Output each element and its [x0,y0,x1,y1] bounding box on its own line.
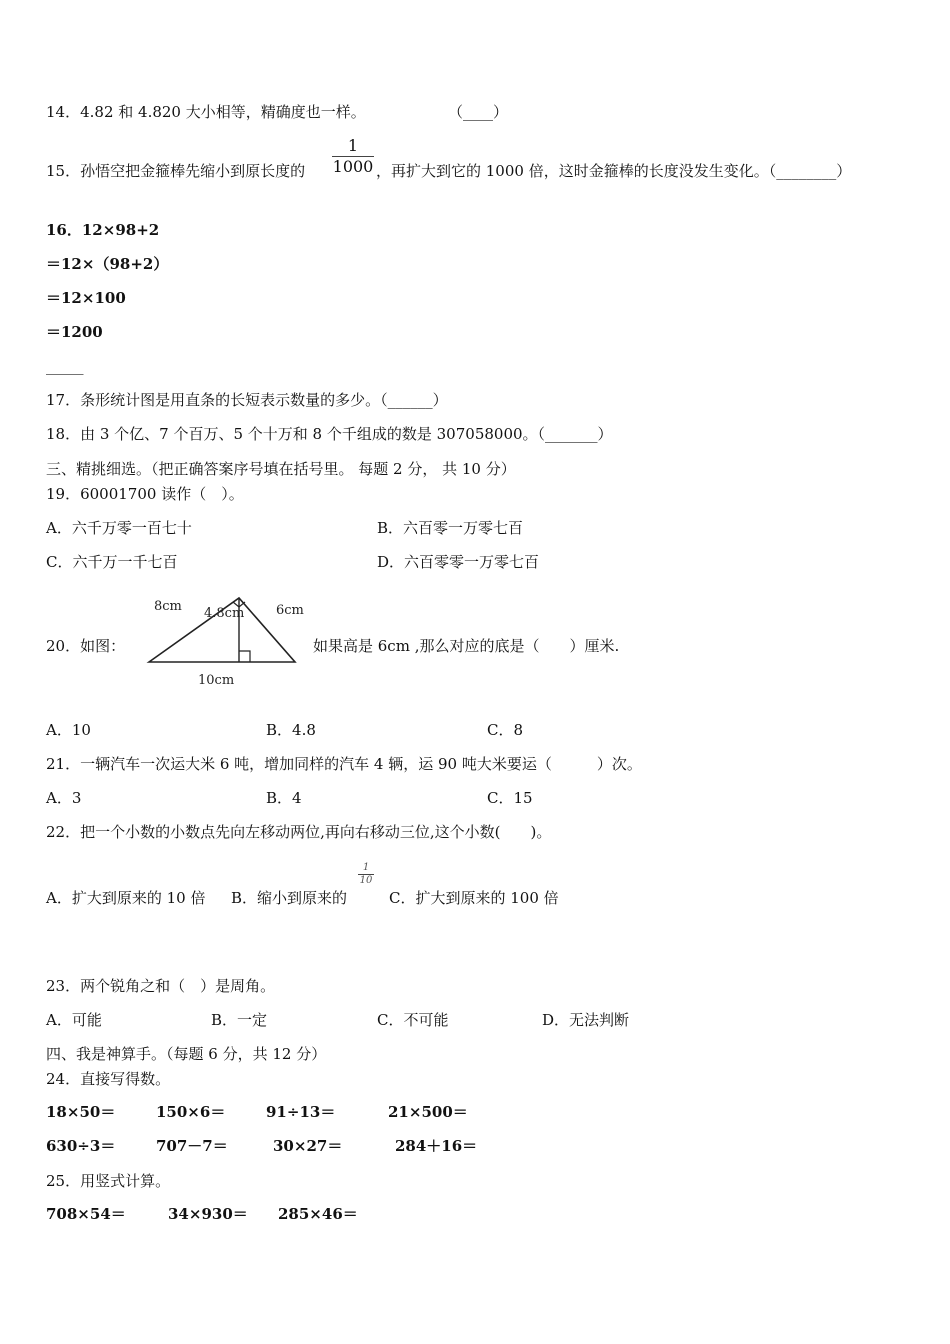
question-20-option-b[interactable]: B．4.8 [266,721,316,739]
fraction-denominator: 1000 [332,157,374,176]
fraction-denominator: 10 [359,875,373,886]
label-height: 4.8cm [204,606,245,621]
question-23-option-d[interactable]: D．无法判断 [542,1011,630,1029]
question-17: 17．条形统计图是用直条的长短表示数量的多少。（______） [46,391,448,409]
question-16-line-3: ＝12×100 [46,289,126,307]
question-16-answer-blank[interactable]: _____ [46,357,84,375]
question-20-option-a[interactable]: A．10 [46,721,91,739]
calc-item: 630÷3＝ [46,1137,116,1155]
fraction-numerator: 1 [362,862,370,873]
question-19-option-a[interactable]: A．六千万零一百七十 [46,519,192,537]
section-4-title: 四、我是神算手。（每题 6 分，共 12 分） [46,1045,327,1063]
question-20-option-c[interactable]: C．8 [487,721,524,739]
question-23-option-b[interactable]: B．一定 [211,1011,268,1029]
section-3-title: 三、精挑细选。（把正确答案序号填在括号里。 每题 2 分， 共 10 分） [46,460,516,478]
question-23-option-c[interactable]: C．不可能 [377,1011,449,1029]
question-15-suffix: ，再扩大到它的 1000 倍，这时金箍棒的长度没发生变化。（________） [376,162,852,180]
question-19: 19．60001700 读作（ ）。 [46,485,244,503]
fraction-1-1000 [332,136,374,177]
question-21-option-b[interactable]: B．4 [266,789,302,807]
calc-item: 21×500＝ [388,1103,468,1121]
question-19-option-b[interactable]: B．六百零一万零七百 [377,519,524,537]
question-21: 21．一辆汽车一次运大米 6 吨，增加同样的汽车 4 辆，运 90 吨大米要运（ ）次。 [46,755,642,773]
question-22: 22．把一个小数的小数点先向左移动两位,再向右移动三位,这个小数( )。 [46,823,552,841]
calc-item: 34×930＝ [168,1205,248,1223]
question-22-option-c[interactable]: C．扩大到原来的 100 倍 [389,889,559,907]
calc-item: 30×27＝ [273,1137,343,1155]
fraction-1-10 [358,862,374,887]
calc-item: 708×54＝ [46,1205,126,1223]
question-24: 24．直接写得数。 [46,1070,171,1088]
question-20-suffix: 如果高是 6cm ,那么对应的底是（ ）厘米. [313,637,620,655]
question-22-option-b[interactable]: B．缩小到原来的 [231,889,348,907]
question-20-prefix: 20．如图： [46,637,126,655]
calc-item: 18×50＝ [46,1103,116,1121]
calc-item: 285×46＝ [278,1205,358,1223]
question-22-option-a[interactable]: A．扩大到原来的 10 倍 [46,889,206,907]
label-base: 10cm [198,673,235,688]
calc-item: 707－7＝ [156,1137,228,1155]
calc-item: 91÷13＝ [266,1103,336,1121]
question-23-option-a[interactable]: A．可能 [46,1011,102,1029]
calc-item: 150×6＝ [156,1103,226,1121]
question-23: 23．两个锐角之和（ ）是周角。 [46,977,276,995]
question-25: 25．用竖式计算。 [46,1172,171,1190]
question-21-option-a[interactable]: A．3 [46,789,82,807]
base-right-angle-mark [239,651,250,662]
question-14-text: 14．4.82 和 4.820 大小相等，精确度也一样。 [46,103,366,121]
question-19-option-c[interactable]: C．六千万一千七百 [46,553,178,571]
question-16-line-1: 16．12×98+2 [46,221,160,239]
question-18: 18．由 3 个亿、7 个百万、5 个十万和 8 个千组成的数是 307058000。（_______） [46,425,613,443]
question-21-option-c[interactable]: C．15 [487,789,533,807]
question-16-line-2: ＝12×（98+2） [46,255,169,273]
calc-item: 284＋16＝ [395,1137,478,1155]
label-side-right: 6cm [276,603,304,618]
fraction-numerator: 1 [347,136,359,155]
question-15-prefix: 15．孙悟空把金箍棒先缩小到原长度的 [46,162,306,180]
question-16-line-4: ＝1200 [46,323,103,341]
question-14 [46,102,366,122]
question-14-answer-blank[interactable]: （____） [448,103,509,121]
label-side-left: 8cm [154,599,182,614]
question-19-option-d[interactable]: D．六百零零一万零七百 [377,553,540,571]
triangle-figure [140,590,310,690]
